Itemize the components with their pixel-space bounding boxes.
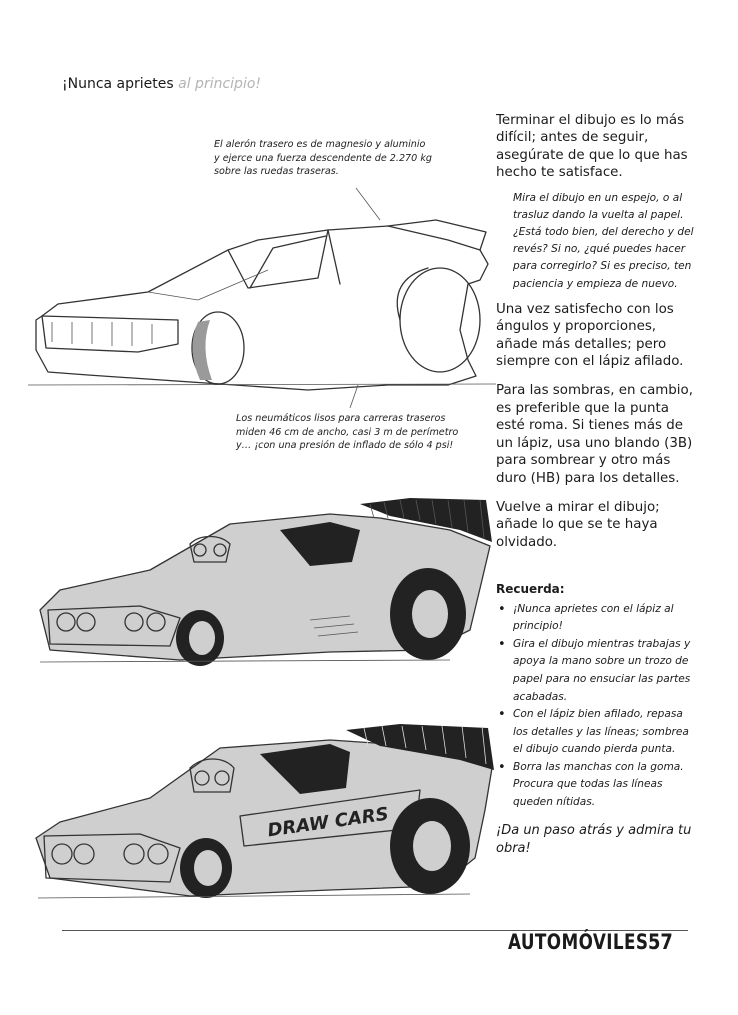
car-sketch-shaded xyxy=(30,490,500,670)
closing-line: ¡Da un paso atrás y admira tu obra! xyxy=(496,822,692,856)
page-heading xyxy=(62,76,261,92)
car-decal-text: DRAW CARS xyxy=(266,803,390,842)
spoiler-caption xyxy=(214,138,432,179)
section-title: AUTOMÓVILES xyxy=(508,930,649,954)
page-number: 57 xyxy=(648,930,673,954)
tires-caption xyxy=(236,412,458,453)
spoiler-caption-line: El alerón trasero es de magnesio y aluminio xyxy=(214,139,426,150)
paragraph-details: Una vez satisfecho con los ángulos y proporciones, añade más detalles; pero siempre con el lápiz afilado. xyxy=(496,301,684,370)
heading-faded: al principio! xyxy=(178,76,262,92)
paragraph-shading: Para las sombras, en cambio, es preferible que la punta esté roma. Si tienes más de un lápiz, usa uno blando (3B) para sombrear y otro más duro (HB) para los detalles. xyxy=(496,383,693,486)
remember-heading: Recuerda: xyxy=(496,582,565,597)
tires-caption-line: Los neumáticos lisos para carreras traseros xyxy=(236,413,446,424)
car-detailed-drawing xyxy=(30,718,500,918)
tires-caption-line: y… ¡con una presión de inflado de sólo 4 psi! xyxy=(236,440,454,452)
remember-item: • ¡Nunca aprietes con el lápiz al principio! xyxy=(496,601,696,636)
car-sketch-outline xyxy=(28,180,498,410)
paragraph-finish: Terminar el dibujo es lo más difícil; antes de seguir, asegúrate de que lo que has hecho te satisface. xyxy=(496,113,688,181)
tires-caption-line: miden 46 cm de ancho, casi 3 m de perímetro xyxy=(236,426,459,438)
remember-item: • Gira el dibujo mientras trabajas y apoya la mano sobre un trozo de papel para no ensuciar las partes acabadas. xyxy=(496,636,696,706)
remember-item: • Con el lápiz bien afilado, repasa los detalles y las líneas; sombrea el dibujo cuando pierda punta. xyxy=(496,706,696,759)
spoiler-caption-line: sobre las ruedas traseras. xyxy=(214,166,339,178)
spoiler-caption-line: y ejerce una fuerza descendente de 2.270 kg xyxy=(214,152,432,164)
heading-main: ¡Nunca aprietes xyxy=(62,76,174,92)
instructions-column xyxy=(496,112,696,858)
remember-list xyxy=(496,601,696,812)
mirror-tip: Mira el dibujo en un espejo, o al trasluz dando la vuelta al papel. ¿Está todo bien, del derecho y del revés? Si no, ¿qué puedes hacer para corregirlo? Si es preciso, ten paciencia y empieza de nuevo. xyxy=(513,191,694,290)
paragraph-review: Vuelve a mirar el dibujo; añade lo que se te haya olvidado. xyxy=(496,499,660,550)
remember-item: • Borra las manchas con la goma. Procura que todas las líneas queden nítidas. xyxy=(496,759,696,812)
